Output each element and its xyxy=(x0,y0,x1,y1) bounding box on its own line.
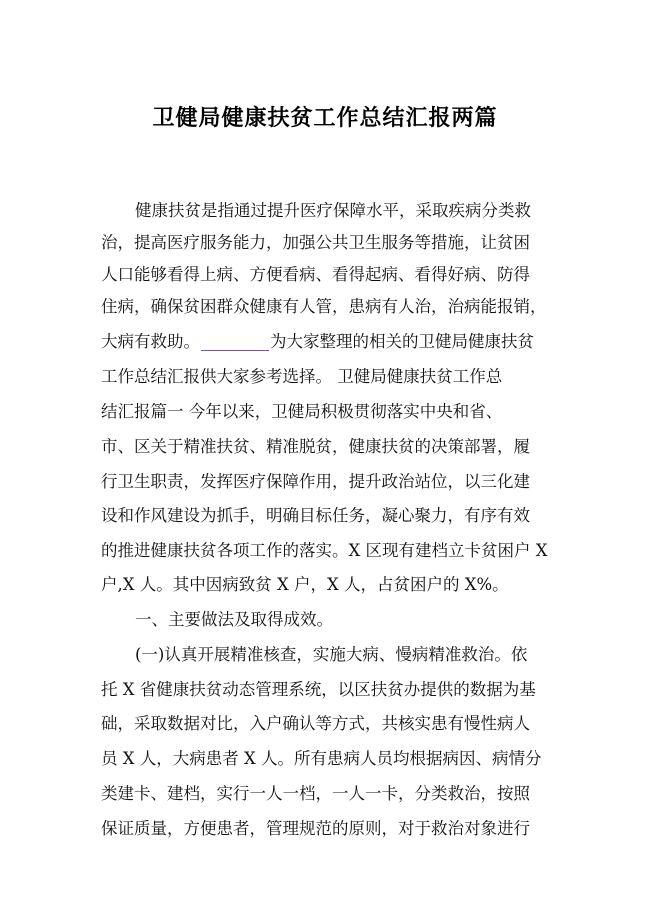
body-line-7: 结汇报篇一 今年以来，卫健局积极贯彻落实中央和省、 xyxy=(101,402,503,421)
document-title: 卫健局健康扶贫工作总结汇报两篇 xyxy=(152,106,498,131)
body-line-5 xyxy=(101,327,534,357)
body-line-18: 类建卡、建档，实行一人一档，一人一卡，分类救治，按照 xyxy=(101,784,530,803)
section-heading-1: 一、主要做法及取得成效。 xyxy=(135,610,333,629)
body-line-17: 员 X 人，大病患者 X 人。所有患病人员均根据病因、病情分 xyxy=(101,749,542,768)
body-line-8: 市、区关于精准扶贫、精准脱贫，健康扶贫的决策部署，履 xyxy=(101,437,530,456)
body-line-19: 保证质量，方便患者，管理规范的原则，对于救治对象进行 xyxy=(101,819,530,838)
body-line-5-end: 为大家整理的相关的卫健局健康扶贫 xyxy=(270,332,534,351)
body-line-3: 人口能够看得上病、方便看病、看得起病、看得好病、防得 xyxy=(101,265,530,284)
fill-in-blank xyxy=(201,332,269,351)
body-line-12: 户,X 人。其中因病致贫 X 户，X 人，占贫困户的 X%。 xyxy=(101,575,509,594)
body-line-16: 础，采取数据对比，入户确认等方式，共核实患有慢性病人 xyxy=(101,714,530,733)
body-line-10: 设和作风建设为抓手，明确目标任务，凝心聚力，有序有效 xyxy=(101,506,530,525)
body-line-14: (一)认真开展精准核查，实施大病、慢病精准救治。依 xyxy=(135,645,528,664)
body-line-15: 托 X 省健康扶贫动态管理系统，以区扶贫办提供的数据为基 xyxy=(101,680,536,699)
body-line-5-start: 大病有救助。 xyxy=(101,332,200,351)
body-line-11: 的推进健康扶贫各项工作的落实。X 区现有建档立卡贫困户 X xyxy=(101,541,548,560)
body-line-4: 住病，确保贫困群众健康有人管，患病有人治，治病能报销， xyxy=(101,297,547,316)
body-line-1: 健康扶贫是指通过提升医疗保障水平，采取疾病分类救 xyxy=(135,201,531,220)
body-line-9: 行卫生职责，发挥医疗保障作用，提升政治站位，以三化建 xyxy=(101,472,530,491)
body-line-6: 工作总结汇报供大家参考选择。 卫健局健康扶贫工作总 xyxy=(101,367,503,386)
body-line-2: 治，提高医疗服务能力，加强公共卫生服务等措施，让贫困 xyxy=(101,233,530,252)
